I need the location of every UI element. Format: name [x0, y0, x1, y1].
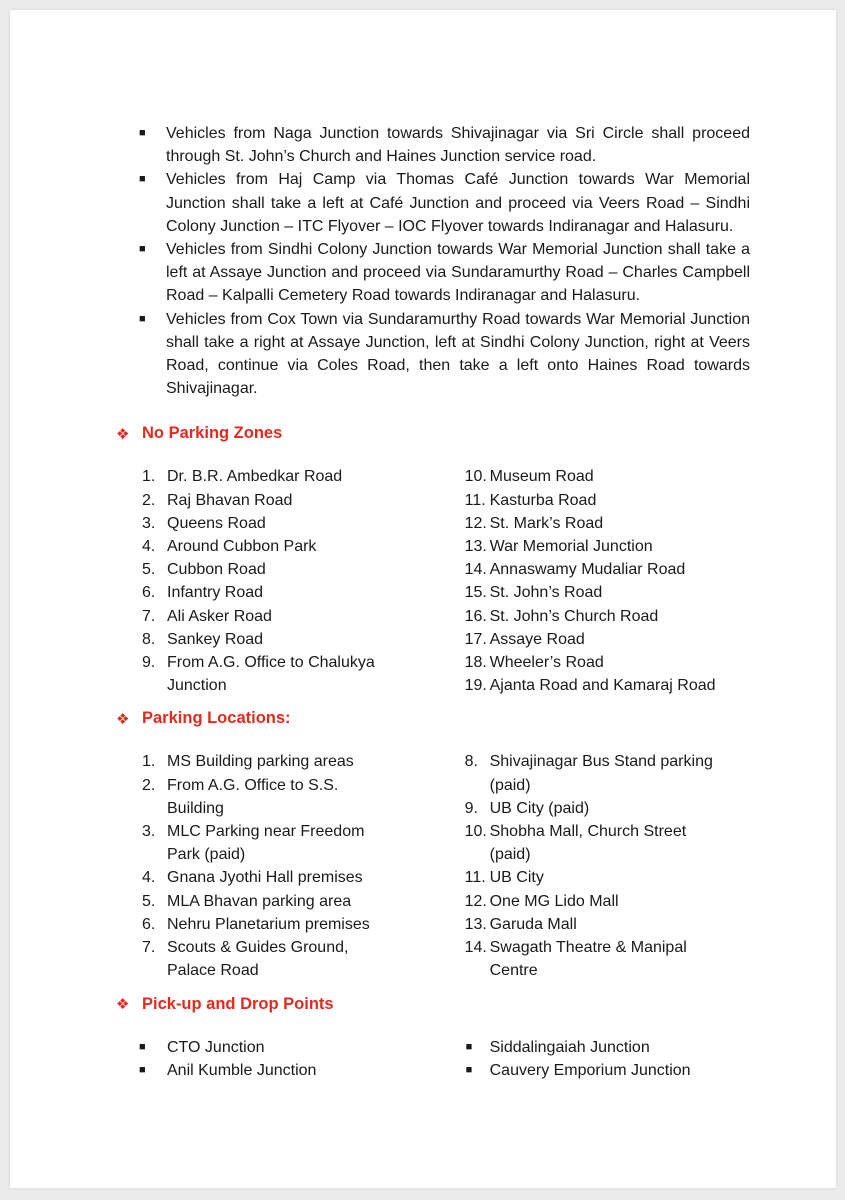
list-item: ■ Cauvery Emporium Junction — [465, 1059, 750, 1082]
list-item: 13. War Memorial Junction — [464, 538, 653, 556]
list-item: 10. Shobha Mall, Church Street (paid) — [464, 823, 687, 864]
list-item: ■ Vehicles from Sindhi Colony Junction towards War Memorial Junction shall take a left at Assaye Junction and proceed via Sundaramurthy Road – Charles Campbell Road – Kalpalli Cemetery Road towards Indiranagar and Halasuru. — [130, 238, 750, 308]
list-item: 8. Shivajinagar Bus Stand parking (paid) — [464, 753, 713, 794]
no-parking-right-column — [465, 465, 750, 697]
list-item: ■ Vehicles from Haj Camp via Thomas Café Junction towards War Memorial Junction shall take a left at Café Junction and proceed via Veers Road – Sindhi Colony Junction – ITC Flyover – IOC Flyover towards Indiranagar and Halasuru. — [130, 168, 750, 238]
list-item: 12. One MG Lido Mall — [464, 892, 619, 910]
diamond-bullet-icon: ❖ — [116, 425, 130, 443]
no-parking-left-column — [130, 465, 465, 697]
list-item: 4. Gnana Jyothi Hall premises — [142, 869, 363, 887]
square-bullet-icon: ■ — [139, 127, 146, 139]
list-item: 5. MLA Bhavan parking area — [142, 892, 352, 910]
list-item: ■ Vehicles from Naga Junction towards Shivajinagar via Sri Circle shall proceed through St. John’s Church and Haines Junction service road. — [130, 122, 750, 168]
list-item: ■ Anil Kumble Junction — [130, 1059, 465, 1082]
list-item: 3. MLC Parking near Freedom Park (paid) — [142, 823, 365, 864]
list-item: 9. UB City (paid) — [464, 799, 590, 817]
list-item: 18. Wheeler’s Road — [464, 654, 604, 672]
square-bullet-icon: ■ — [139, 243, 146, 256]
parking-locations-heading: ❖ Parking Locations: — [116, 709, 291, 728]
list-item: 14. Swagath Theatre & Manipal Centre — [464, 939, 687, 980]
list-item: 14. Annaswamy Mudaliar Road — [464, 561, 686, 579]
square-bullet-icon: ■ — [139, 173, 146, 186]
list-item: 19. Ajanta Road and Kamaraj Road — [464, 677, 716, 695]
square-bullet-icon: ■ — [465, 1040, 473, 1053]
page-content — [116, 122, 750, 1082]
list-item: 3. Queens Road — [142, 514, 266, 532]
list-item: 1. MS Building parking areas — [142, 753, 354, 771]
square-bullet-icon: ■ — [139, 1040, 146, 1053]
list-item: 16. St. John’s Church Road — [464, 607, 659, 625]
list-item: 6. Infantry Road — [142, 584, 264, 602]
no-parking-columns — [130, 465, 750, 697]
list-item: 2. Raj Bhavan Road — [142, 491, 293, 509]
list-item: ■ Vehicles from Cox Town via Sundaramurthy Road towards War Memorial Junction shall take a right at Assaye Junction, left at Sindhi Colony Junction, right at Veers Road, continue via Coles Road, then take a left onto Haines Road towards Shivajinagar. — [130, 308, 750, 401]
pickup-left-column — [130, 1036, 465, 1082]
list-item: 11. UB City — [464, 869, 544, 887]
parking-columns — [130, 750, 750, 982]
list-item: 13. Garuda Mall — [464, 915, 577, 933]
list-item: ■ CTO Junction — [130, 1036, 465, 1059]
list-item: 15. St. John’s Road — [464, 584, 603, 602]
list-item: 7. Ali Asker Road — [142, 607, 272, 625]
list-item: 5. Cubbon Road — [142, 561, 266, 579]
list-item: 2. From A.G. Office to S.S. Building — [142, 776, 339, 817]
square-bullet-icon: ■ — [465, 1063, 473, 1076]
pickup-columns — [130, 1036, 750, 1082]
list-item: 11. Kasturba Road — [464, 491, 597, 509]
list-item: 8. Sankey Road — [142, 630, 264, 648]
list-item: 17. Assaye Road — [464, 630, 585, 648]
list-item: 1. Dr. B.R. Ambedkar Road — [142, 468, 343, 486]
square-bullet-icon: ■ — [139, 312, 146, 325]
pickup-right-column — [465, 1036, 750, 1082]
list-item: ■ Siddalingaiah Junction — [465, 1036, 750, 1059]
parking-right-column — [465, 750, 750, 982]
list-item: 9. From A.G. Office to Chalukya Junction — [142, 654, 375, 695]
no-parking-heading: ❖ No Parking Zones — [116, 424, 283, 443]
list-item: 6. Nehru Planetarium premises — [142, 915, 370, 933]
list-item: 7. Scouts & Guides Ground, Palace Road — [142, 939, 349, 980]
diamond-bullet-icon: ❖ — [116, 710, 130, 728]
list-item: 10. Museum Road — [464, 468, 594, 486]
diamond-bullet-icon: ❖ — [116, 996, 130, 1013]
list-item: 4. Around Cubbon Park — [142, 538, 317, 556]
document-page — [10, 10, 836, 1188]
list-item: 12. St. Mark’s Road — [464, 514, 604, 532]
intro-bullet-list — [130, 122, 750, 400]
square-bullet-icon: ■ — [139, 1063, 146, 1076]
parking-left-column — [130, 750, 465, 982]
pickup-drop-heading: ❖ Pick-up and Drop Points — [116, 994, 334, 1013]
